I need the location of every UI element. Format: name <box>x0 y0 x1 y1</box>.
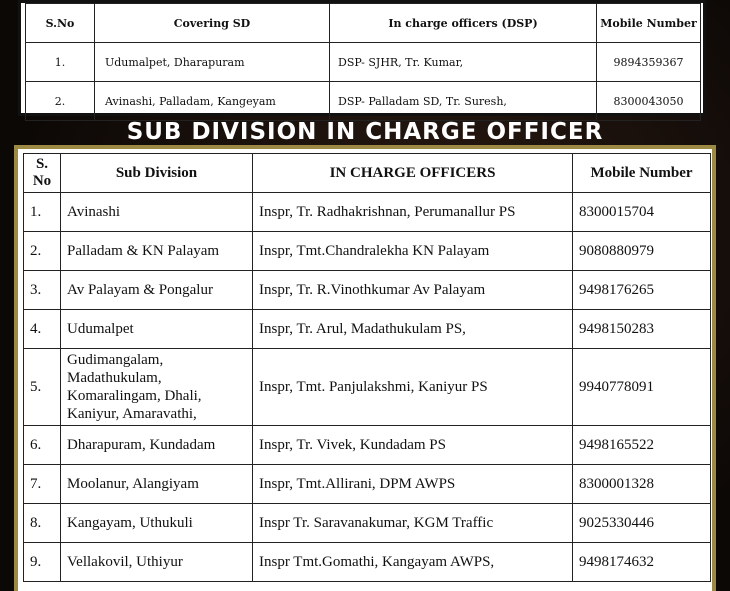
header-covering-sd: Covering SD <box>95 4 330 43</box>
table-row <box>24 232 711 271</box>
sub-division-table <box>23 153 711 582</box>
row-sno: 1. <box>24 193 61 232</box>
row-sno: 4. <box>24 310 61 349</box>
row-sub-division: Vellakovil, Uthiyur <box>61 543 253 582</box>
row-sub-division: Gudimangalam, Madathukulam, Komaralingam, Dhali, Kaniyur, Amaravathi, <box>61 349 253 426</box>
table-header-row <box>26 4 701 43</box>
row-sno: 6. <box>24 426 61 465</box>
row-sub-division: Udumalpet <box>61 310 253 349</box>
header-sno: S.No <box>26 4 95 43</box>
row-mobile: 8300043050 <box>597 82 701 121</box>
row-sub-division: Moolanur, Alangiyam <box>61 465 253 504</box>
sub-division-panel <box>14 145 716 591</box>
row-officer: Inspr, Tr. Radhakrishnan, Perumanallur PS <box>253 193 573 232</box>
header-sno: S. No <box>24 154 61 193</box>
row-sub-division: Palladam & KN Palayam <box>61 232 253 271</box>
row-officer: Inspr Tr. Saravanakumar, KGM Traffic <box>253 504 573 543</box>
row-officer: Inspr Tmt.Gomathi, Kangayam AWPS, <box>253 543 573 582</box>
row-covering-sd: Avinashi, Palladam, Kangeyam <box>95 82 330 121</box>
row-officer: Inspr, Tmt.Allirani, DPM AWPS <box>253 465 573 504</box>
table-row <box>26 82 701 121</box>
header-mobile: Mobile Number <box>573 154 711 193</box>
row-sno: 7. <box>24 465 61 504</box>
header-incharge: IN CHARGE OFFICERS <box>253 154 573 193</box>
row-sno: 2. <box>26 82 95 121</box>
row-sno: 1. <box>26 43 95 82</box>
row-mobile: 9080880979 <box>573 232 711 271</box>
table-row <box>24 349 711 426</box>
row-officer: Inspr, Tr. Vivek, Kundadam PS <box>253 426 573 465</box>
row-mobile: 9025330446 <box>573 504 711 543</box>
row-sno: 3. <box>24 271 61 310</box>
row-sno: 8. <box>24 504 61 543</box>
table-row <box>24 310 711 349</box>
row-sno: 9. <box>24 543 61 582</box>
table-header-row <box>24 154 711 193</box>
table-row <box>24 271 711 310</box>
row-officer: DSP- Palladam SD, Tr. Suresh, <box>330 82 597 121</box>
row-mobile: 9498165522 <box>573 426 711 465</box>
row-sub-division: Kangayam, Uthukuli <box>61 504 253 543</box>
row-officer: Inspr, Tmt.Chandralekha KN Palayam <box>253 232 573 271</box>
row-mobile: 9498176265 <box>573 271 711 310</box>
row-sub-division: Avinashi <box>61 193 253 232</box>
section-heading: SUB DIVISION IN CHARGE OFFICER <box>126 119 604 145</box>
row-sno: 2. <box>24 232 61 271</box>
row-officer: Inspr, Tmt. Panjulakshmi, Kaniyur PS <box>253 349 573 426</box>
row-officer: Inspr, Tr. Arul, Madathukulam PS, <box>253 310 573 349</box>
row-mobile: 8300001328 <box>573 465 711 504</box>
top-officer-panel <box>18 0 706 116</box>
row-mobile: 9498174632 <box>573 543 711 582</box>
row-sub-division: Dharapuram, Kundadam <box>61 426 253 465</box>
row-mobile: 8300015704 <box>573 193 711 232</box>
row-mobile: 9940778091 <box>573 349 711 426</box>
table-row <box>26 43 701 82</box>
dsp-table <box>25 3 701 121</box>
row-mobile: 9498150283 <box>573 310 711 349</box>
table-row <box>24 465 711 504</box>
table-row <box>24 543 711 582</box>
row-officer: DSP- SJHR, Tr. Kumar, <box>330 43 597 82</box>
row-sno: 5. <box>24 349 61 426</box>
table-row <box>24 193 711 232</box>
row-sub-division: Av Palayam & Pongalur <box>61 271 253 310</box>
header-mobile: Mobile Number <box>597 4 701 43</box>
header-incharge: In charge officers (DSP) <box>330 4 597 43</box>
table-row <box>24 426 711 465</box>
row-covering-sd: Udumalpet, Dharapuram <box>95 43 330 82</box>
header-sub-division: Sub Division <box>61 154 253 193</box>
row-mobile: 9894359367 <box>597 43 701 82</box>
table-row <box>24 504 711 543</box>
row-officer: Inspr, Tr. R.Vinothkumar Av Palayam <box>253 271 573 310</box>
